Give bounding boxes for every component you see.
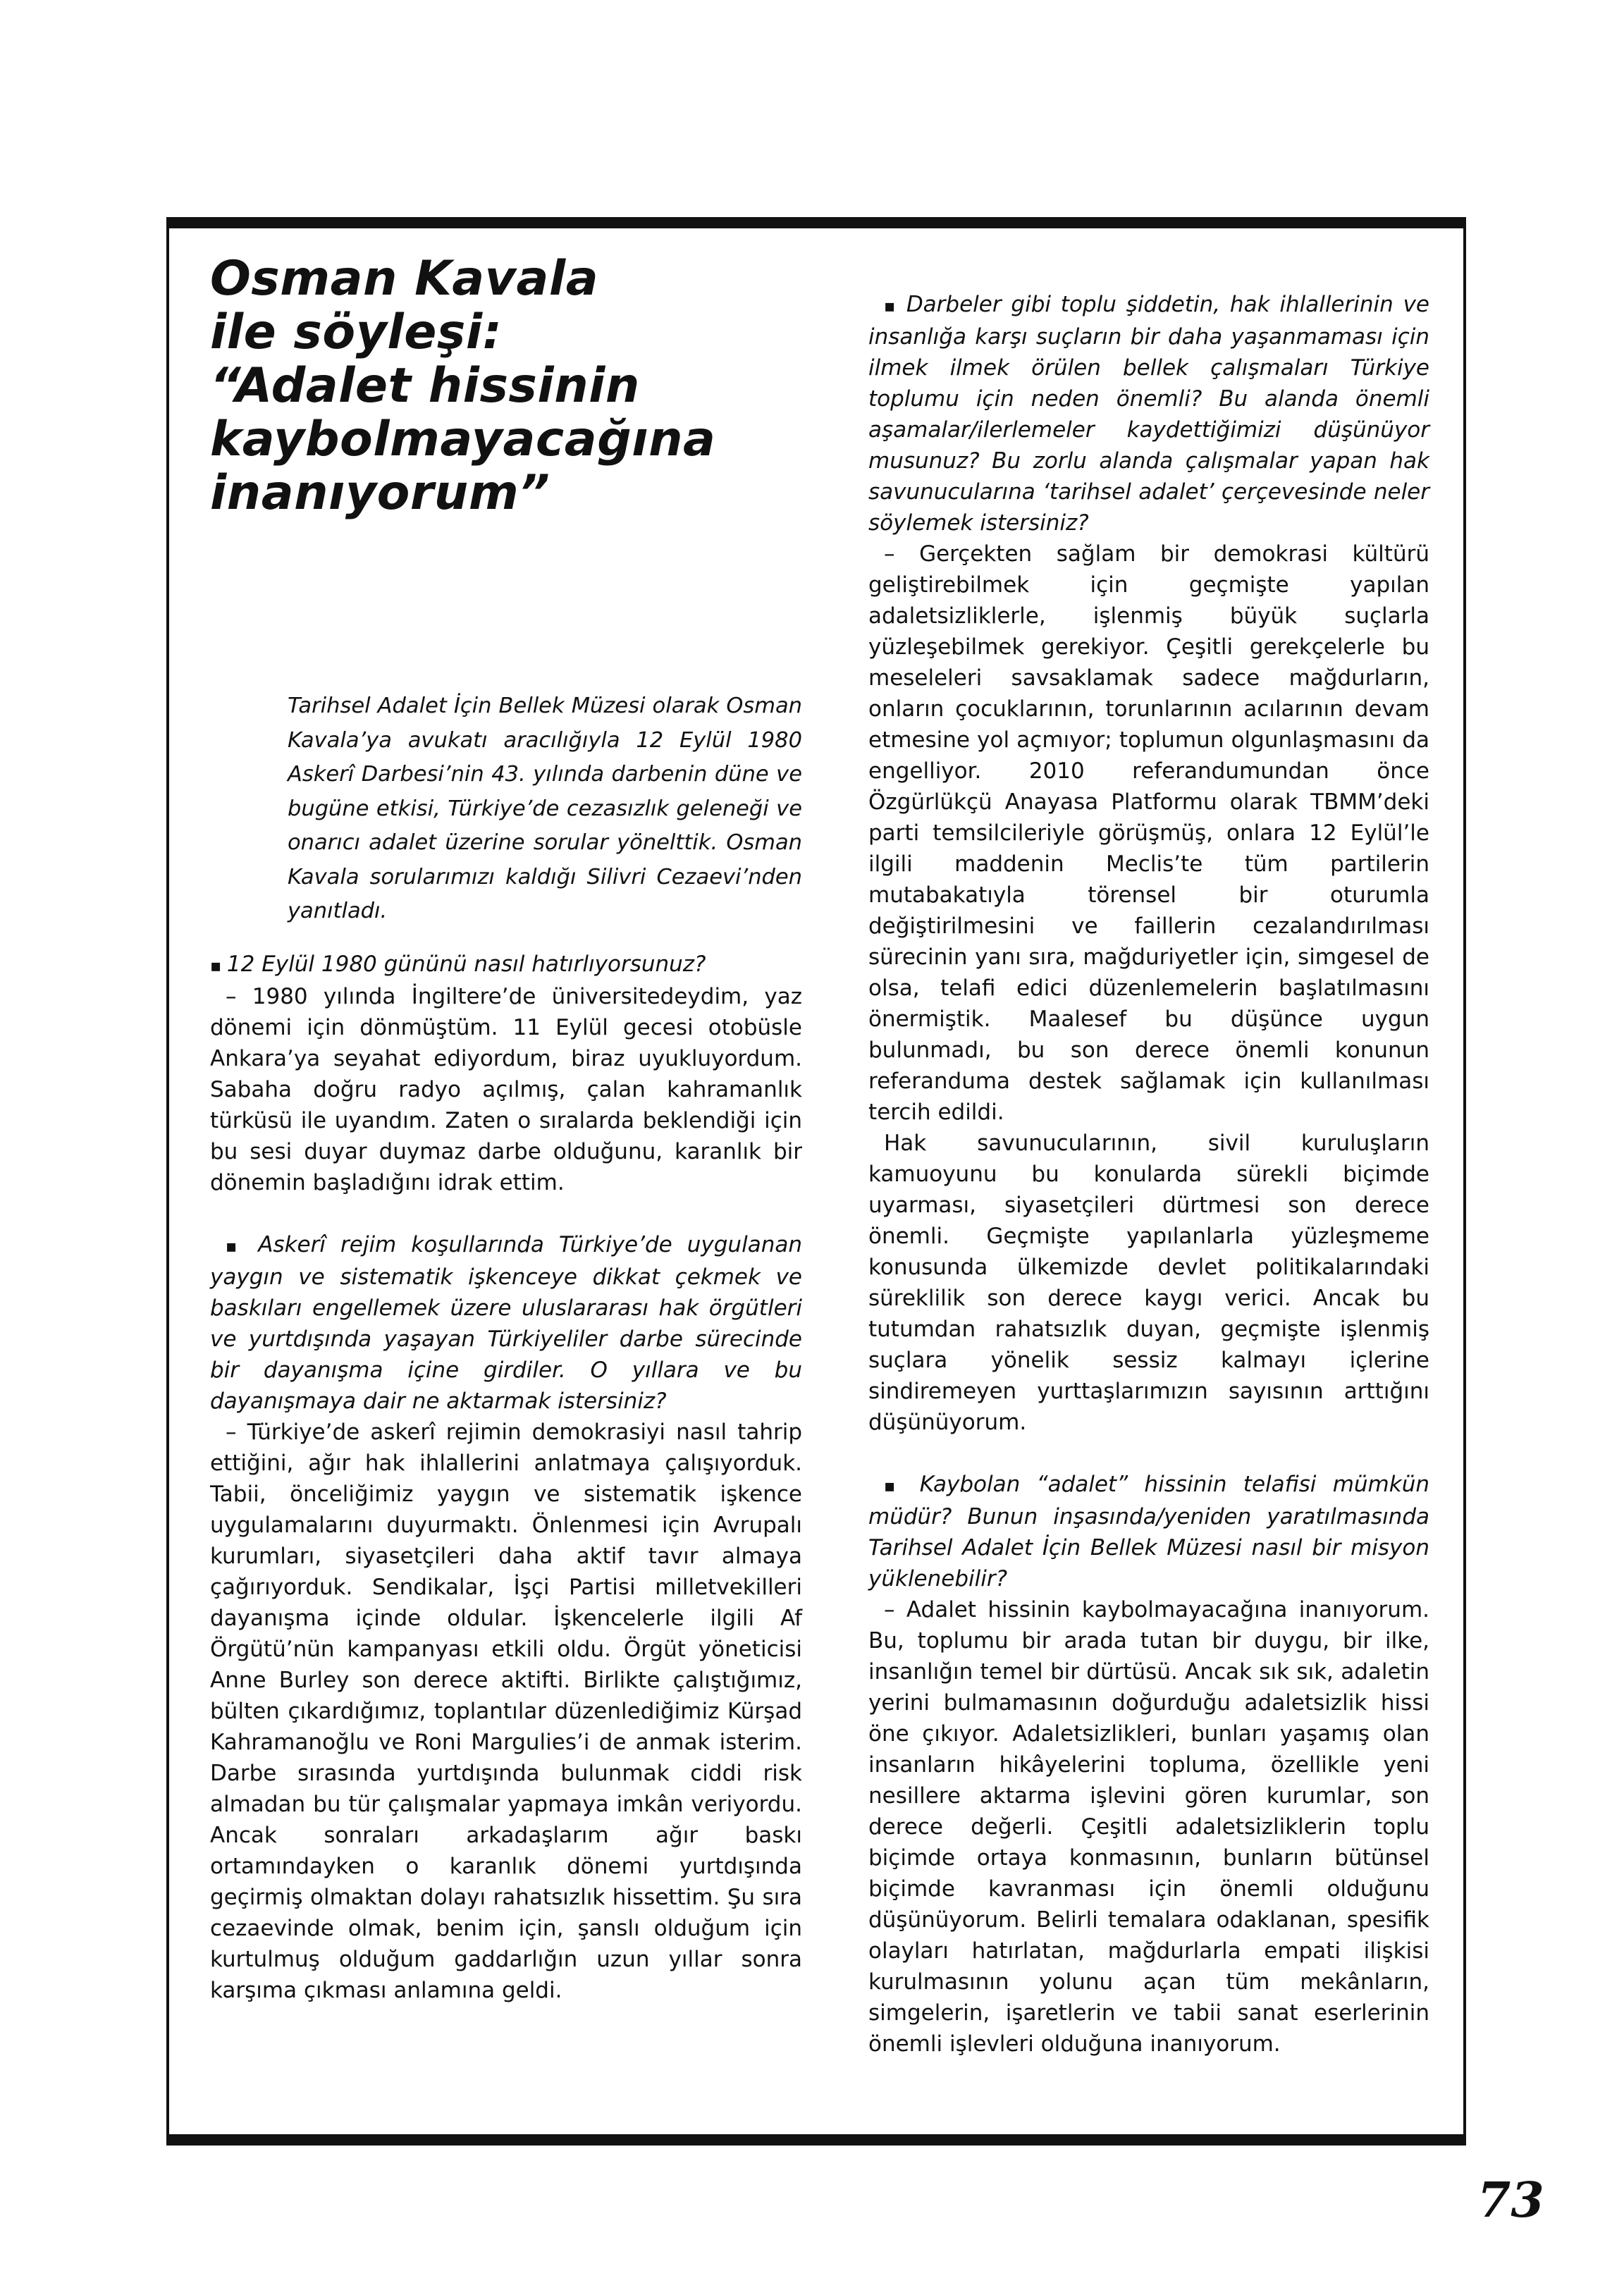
title-line: Osman Kavala	[210, 251, 599, 307]
answer-4: – Adalet hissinin kaybolmayacağına inanıyorum. Bu, toplumu bir arada tutan bir duygu, bir ilke, insanlığın temel bir dürtüsü. Ancak sık sık, adaletin yerini bulmamasının doğurduğu adaletsizlik hissi öne çıkıyor. Adaletsizlikleri, bunları yaşamış olan insanların hikâyelerini topluma, özellikle yeni nesillere aktarma işlevini gören kurumlar, son derece değerli. Çeşitli adaletsizliklerin toplu biçimde ortaya konmasının, bunların bütünsel biçimde kavranması için önemli olduğunu düşünüyorum. Belirli temalara odaklanan, spesifik olayları hatırlatan, mağdurlarla empati ilişkisi kurulmasının yolunu açan tüm mekânların, simgelerin, işaretlerin ve tabii sanat eserlerinin önemli işlevleri olduğuna inanıyorum.	[868, 1597, 1429, 2057]
left-column	[210, 252, 802, 2006]
answer-2: – Türkiye’de askerî rejimin demokrasiyi nasıl tahrip ettiğini, ağır hak ihlallerini anlatmaya çalışıyorduk. Tabii, önceliğimiz yaygın ve sistematik işkence uygulamalarını duyurmaktı. Önlenmesi için Avrupalı kurumları, siyasetçileri daha aktif tavır almaya çağırıyorduk. Sendikalar, İşçi Partisi milletvekilleri dayanışma içinde oldular. İşkencelerle ilgili Af Örgütü’nün kampanyası etkili oldu. Örgüt yöneticisi Anne Burley son derece aktifti. Birlikte çalıştığımız, bülten çıkardığımız, toplantılar düzenlediğimiz Kürşad Kahramanoğlu ve Roni Margulies’i de anmak isterim. Darbe sırasında yurtdışında bulunmak ciddi risk almadan bu tür çalışmalar yapmaya imkân veriyordu. Ancak sonraları arkadaşlarım ağır baskı ortamındayken o karanlık dönemi yurtdışında geçirmiş olmaktan dolayı rahatsızlık hissettim. Şu sıra cezaevinde olmak, benim için, şanslı olduğum için kurtulmuş olduğum gaddarlığın uzun yıllar sonra karşıma çıkması anlamına geldi.	[210, 1419, 802, 2003]
question-4: ▪ Kaybolan “adalet” hissinin telafisi mümkün müdür? Bunun inşasında/yeniden yaratılmasında Tarihsel Adalet İçin Bellek Müzesi nasıl bir misyon yüklenebilir?	[868, 1469, 1429, 1594]
right-column	[868, 289, 1429, 2060]
question-2: ▪ Askerî rejim koşullarında Türkiye’de uygulanan yaygın ve sistematik işkenceye dikkat çekmek ve baskıları engellemek üzere uluslararası hak örgütleri ve yurtdışında yaşayan Türkiyeliler darbe sürecinde bir dayanışma içine girdiler. O yıllara ve bu dayanışmaya dair ne aktarmak istersiniz?	[210, 1229, 802, 1417]
article-intro: Tarihsel Adalet İçin Bellek Müzesi olarak Osman Kavala’ya avukatı aracılığıyla 12 Eylül 1980 Askerî Darbesi’nin 43. yılında darbenin düne ve bugüne etkisi, Türkiye’de cezasızlık geleneği ve onarıcı adalet üzerine sorular yönelttik. Osman Kavala sorularımızı kaldığı Silivri Cezaevi’nden yanıtladı.	[288, 694, 802, 923]
answer-3: – Gerçekten sağlam bir demokrasi kültürü geliştirebilmek için geçmişte yapılan adaletsizliklerle, işlenmiş büyük suçlarla yüzleşebilmek gerekiyor. Çeşitli gerekçelerle bu meseleleri savsaklamak sadece mağdurların, onların çocuklarının, torunlarının acılarının devam etmesine yol açmıyor; toplumun olgunlaşmasını da engelliyor. 2010 referandumundan önce Özgürlükçü Anayasa Platformu olarak TBMM’deki parti temsilcileriyle görüşmüş, onlara 12 Eylül’le ilgili maddenin Meclis’te tüm partilerin mutabakatıyla törensel bir oturumla değiştirilmesini ve faillerin cezalandırılması sürecinin yanı sıra, mağduriyetler için, simgesel de olsa, telafi edici düzenlemelerin başlatılmasını önermiştik. Maalesef bu düşünce uygun bulunmadı, bu son derece önemli konunun referanduma destek sağlamak için kullanılması tercih edildi.	[868, 541, 1429, 1125]
answer-3-continued: Hak savunucularının, sivil kuruluşların kamuoyunu bu konularda sürekli biçimde uyarması, siyasetçileri dürtmesi son derece önemli. Geçmişte yapılanlarla yüzleşmeme konusunda ülkemizde devlet politikalarındaki süreklilik son derece kaygı verici. Ancak bu tutumdan rahatsızlık duyan, geçmişte işlenmiş suçlara yönelik sessiz kalmayı içlerine sindiremeyen yurttaşlarımızın sayısının arttığını düşünüyorum.	[868, 1131, 1429, 1435]
title-line: ile söyleşi:	[210, 304, 503, 360]
title-line: “Adalet hissinin	[210, 358, 640, 414]
title-line: inanıyorum”	[210, 465, 550, 521]
question-3: ▪ Darbeler gibi toplu şiddetin, hak ihlallerinin ve insanlığa karşı suçların bir daha yaşanmaması için ilmek ilmek örülen bellek çalışmaları Türkiye toplumu için neden önemli? Bu alanda önemli aşamalar/ilerlemeler kaydettiğimizi düşünüyor musunuz? Bu zorlu alanda çalışmalar yapan hak savunucularına ‘tarihsel adalet’ çerçevesinde neler söylemek istersiniz?	[868, 289, 1429, 538]
answer-1: – 1980 yılında İngiltere’de üniversitedeydim, yaz dönemi için dönmüştüm. 11 Eylül gecesi otobüsle Ankara’ya seyahat ediyordum, biraz uyukluyordum. Sabaha doğru radyo açılmış, çalan kahramanlık türküsü ile uyandım. Zaten o sıralarda beklendiği için bu sesi duyar duymaz darbe olduğunu, karanlık bir dönemin başladığını idrak ettim.	[210, 983, 802, 1195]
article-title	[210, 252, 802, 520]
question-1: ▪ 12 Eylül 1980 gününü nasıl hatırlıyorsunuz?	[210, 949, 802, 981]
page-number: 73	[1477, 2172, 1544, 2229]
title-line: kaybolmayacağına	[210, 412, 716, 467]
